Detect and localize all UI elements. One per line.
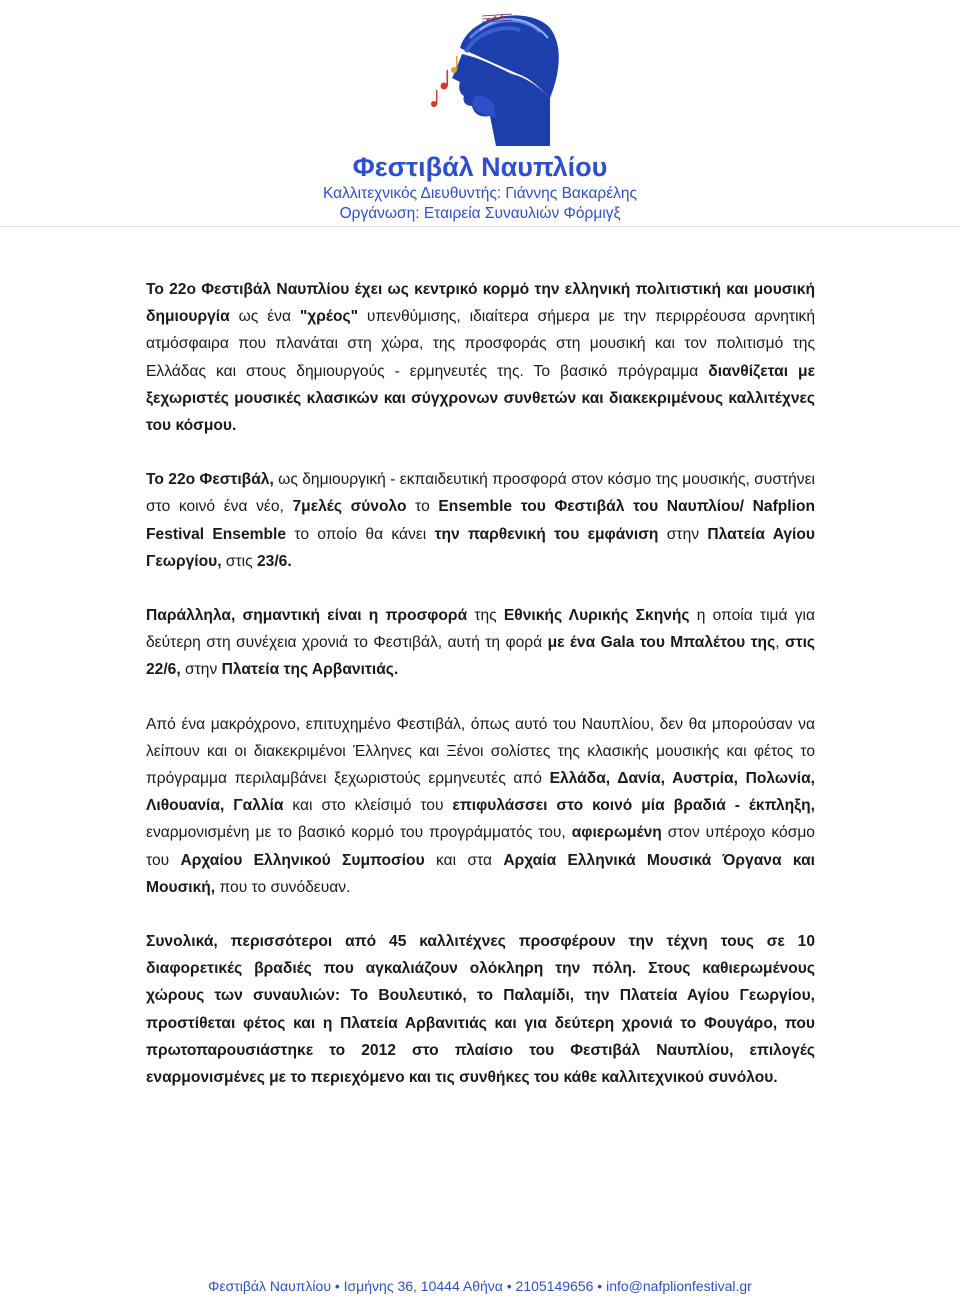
text-run: ως ένα <box>229 308 300 326</box>
bold-text: Το 22ο Φεστιβάλ Ναυπλίου έχει ως κεντρικό κορμό την ελληνική πολιτιστική και μουσική δημιουργία <box>146 281 815 326</box>
paragraph-4 <box>146 711 815 901</box>
text-run: Από ένα μακρόχρονο, επιτυχημένο Φεστιβάλ, όπως αυτό του Ναυπλίου, δεν θα μπορούσαν να λείπουν και οι διακεκριμένοι Έλληνες και Ξένοι σολίστες της κλασικής μουσικής και φέτος το πρόγραμμα περιλαμβάνει ξεχωριστούς ερμηνευτές από <box>146 715 815 788</box>
text-run: στις <box>221 552 257 570</box>
paragraph-1 <box>146 276 815 439</box>
bold-text: την παρθενική του εμφάνιση <box>434 525 659 543</box>
text-run: υπενθύμισης, ιδιαίτερα σήμερα με την περιρρέουσα αρνητική ατμόσφαιρα που πλανάται στη χώρα, της προσφοράς στη μουσική και τον πολιτισμό της Ελλάδας και στους δημιουργούς - ερμηνευτές της. Το βασικό πρόγραμμα <box>146 308 816 380</box>
artistic-director: Καλλιτεχνικός Διευθυντής: Γιάννης Βακαρέλης <box>323 185 637 202</box>
bold-text: Πλατεία Αγίου Γεωργίου, <box>146 525 815 570</box>
festival-profile-logo-icon <box>400 8 562 150</box>
text-run: ως δημιουργική - εκπαιδευτική προσφορά στον κόσμο της μουσικής, συστήνει στο κοινό ένα νέο, <box>146 471 816 516</box>
bold-text: 23/6. <box>256 552 292 570</box>
text-run: το οποίο θα κάνει <box>286 525 435 543</box>
letterhead <box>0 150 960 224</box>
text-run: της <box>467 607 504 625</box>
footer-contact: Φεστιβάλ Ναυπλίου • Ισμήνης 36, 10444 Αθήνα • 2105149656 • info@nafplionfestival.gr <box>208 1278 752 1294</box>
bold-text: Το 22ο Φεστιβάλ, <box>146 471 274 489</box>
paragraph-3 <box>146 602 815 684</box>
bold-text: Ensemble του Φεστιβάλ του Ναυπλίου/ Nafplion Festival Ensemble <box>146 498 816 543</box>
header-divider <box>0 226 960 227</box>
bold-text: με ένα Gala του Μπαλέτου της <box>547 634 776 652</box>
bold-text: επιφυλάσσει στο κοινό μία βραδιά - έκπληξη, <box>452 797 815 815</box>
bold-text: στις 22/6, <box>146 634 816 679</box>
bold-text: Ελλάδα, Δανία, Αυστρία, Πολωνία, Λιθουανία, Γαλλία <box>146 770 815 815</box>
bold-text: "χρέος" <box>299 308 358 326</box>
text-run: στον υπέροχο κόσμο του <box>146 824 815 869</box>
organizer: Οργάνωση: Εταιρεία Συναυλιών Φόρμιγξ <box>339 205 621 222</box>
press-release-body <box>146 276 815 1118</box>
text-run: στην <box>180 661 222 679</box>
festival-logo <box>400 8 562 150</box>
bold-text: αφιερωμένη <box>571 824 662 842</box>
text-run: το <box>406 498 439 516</box>
text-run: η οποία τιμά για δεύτερη στη συνέχεια χρονιά το Φεστιβάλ, αυτή τη φορά <box>146 607 816 652</box>
bold-text: Παράλληλα, σημαντική είναι η προσφορά <box>146 607 468 625</box>
text-run: που το συνόδευαν. <box>215 878 351 896</box>
bold-text: Συνολικά, περισσότεροι από 45 καλλιτέχνες προσφέρουν την τέχνη τους σε 10 διαφορετικές βραδιές που αγκαλιάζουν ολόκληρη την πόλη. Στους καθιερωμένους χώρους των συναυλιών: Το Βουλευτικό, το Παλαμίδι, την Πλατεία Αγίου Γεωργίου, προστίθεται φέτος και η Πλατεία Αρβανιτιάς και για δεύτερη χρονιά το Φουγάρο, που πρωτοπαρουσιάστηκε το 2012 στο πλαίσιο του Φεστιβάλ Ναυπλίου, επιλογές εναρμονισμένες με το περιεχόμενο και τις συνθήκες του κάθε καλλιτεχνικού συνόλου. <box>146 933 815 1087</box>
paragraph-5 <box>146 928 815 1091</box>
text-run: εναρμονισμένη με το βασικό κορμό του προγράμματός του, <box>146 824 572 842</box>
text-run: και στο κλείσιμό του <box>283 797 453 815</box>
bold-text: διανθίζεται με ξεχωριστές μουσικές κλασικών και σύγχρονων συνθετών και διακεκριμένους καλλιτέχνες του κόσμου. <box>146 362 815 435</box>
festival-title: Φεστιβάλ Ναυπλίου <box>352 152 608 182</box>
paragraph-2 <box>146 466 815 575</box>
text-run: , <box>775 634 785 652</box>
bold-text: 7μελές σύνολο <box>292 498 407 516</box>
bold-text: Αρχαίου Ελληνικού Συμποσίου <box>180 851 425 869</box>
bold-text: Εθνικής Λυρικής Σκηνής <box>503 607 690 625</box>
text-run: και στα <box>424 851 504 869</box>
text-run: στην <box>658 525 708 543</box>
bold-text: Αρχαία Ελληνικά Μουσικά Όργανα και Μουσική, <box>146 851 815 896</box>
bold-text: Πλατεία της Αρβανιτιάς. <box>221 661 399 679</box>
